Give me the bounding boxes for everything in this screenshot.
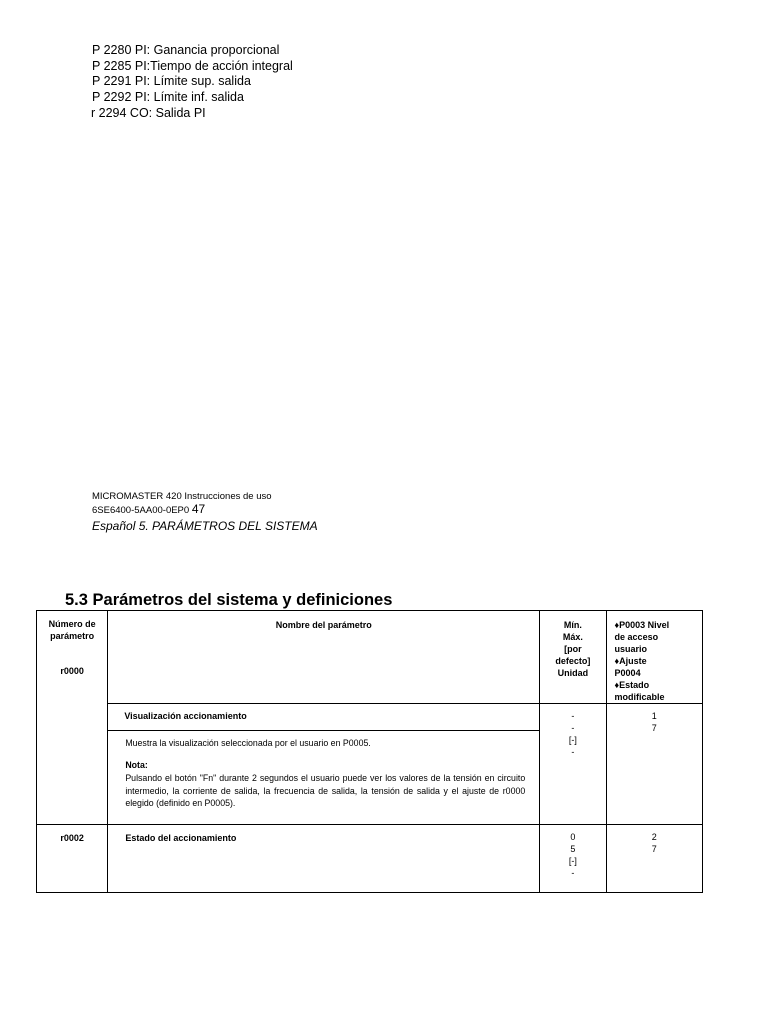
description-text: Muestra la visualización seleccionada por el usuario en P0005. xyxy=(125,738,371,748)
header-param-number: Número de parámetro r0000 xyxy=(37,611,108,825)
param-title: Estado del accionamiento xyxy=(108,824,540,892)
doc-code: 6SE6400-5AA00-0EP0 xyxy=(92,505,190,516)
param-list-item: P 2291 PI: Límite sup. salida xyxy=(92,74,251,89)
param-list-item: r 2294 CO: Salida PI xyxy=(91,105,206,120)
header-access-level: ♦P0003 Nivel de acceso usuario ♦Ajuste P0004 ♦Estado modificable xyxy=(606,611,702,704)
param-title: Visualización accionamiento xyxy=(108,704,540,731)
param-number: r0002 xyxy=(37,824,108,892)
section-label: Español 5. PARÁMETROS DEL SISTEMA xyxy=(92,519,318,533)
table-row xyxy=(37,704,703,731)
parameter-table xyxy=(36,610,703,893)
param-list-item: P 2285 PI:Tiempo de acción integral xyxy=(92,58,293,73)
section-heading: 5.3 Parámetros del sistema y definiciones xyxy=(65,591,393,609)
manual-title: MICROMASTER 420 Instrucciones de uso xyxy=(92,491,272,502)
note-text: Pulsando el botón "Fn" durante 2 segundos el usuario puede ver los valores de la tensión en circuito intermedio, la corriente de salida, la frecuencia de salida, la tensión de salida y el ajuste de r0000 elegido (definido en P0005). xyxy=(125,773,526,808)
page-number: 47 xyxy=(191,502,206,516)
param-levels: 1 7 xyxy=(606,704,702,825)
param-levels: 2 7 xyxy=(606,824,702,892)
note-label: Nota: xyxy=(125,759,148,770)
header-minmax: Mín. Máx. [por defecto] Unidad xyxy=(540,611,606,704)
param-values: - - [-] - xyxy=(540,704,606,825)
param-code: r0000 xyxy=(60,666,84,676)
param-description xyxy=(108,731,540,825)
header-param-name: Nombre del parámetro xyxy=(108,611,540,704)
param-list-item: P 2280 PI: Ganancia proporcional xyxy=(92,43,280,57)
param-values: 0 5 [-] - xyxy=(540,824,606,892)
table-header-row xyxy=(37,611,703,704)
table-row xyxy=(37,824,703,892)
page-footer xyxy=(92,491,318,532)
doc-code-line xyxy=(92,503,318,517)
param-list-item: P 2292 PI: Límite inf. salida xyxy=(92,90,244,105)
parameter-list xyxy=(92,43,293,122)
